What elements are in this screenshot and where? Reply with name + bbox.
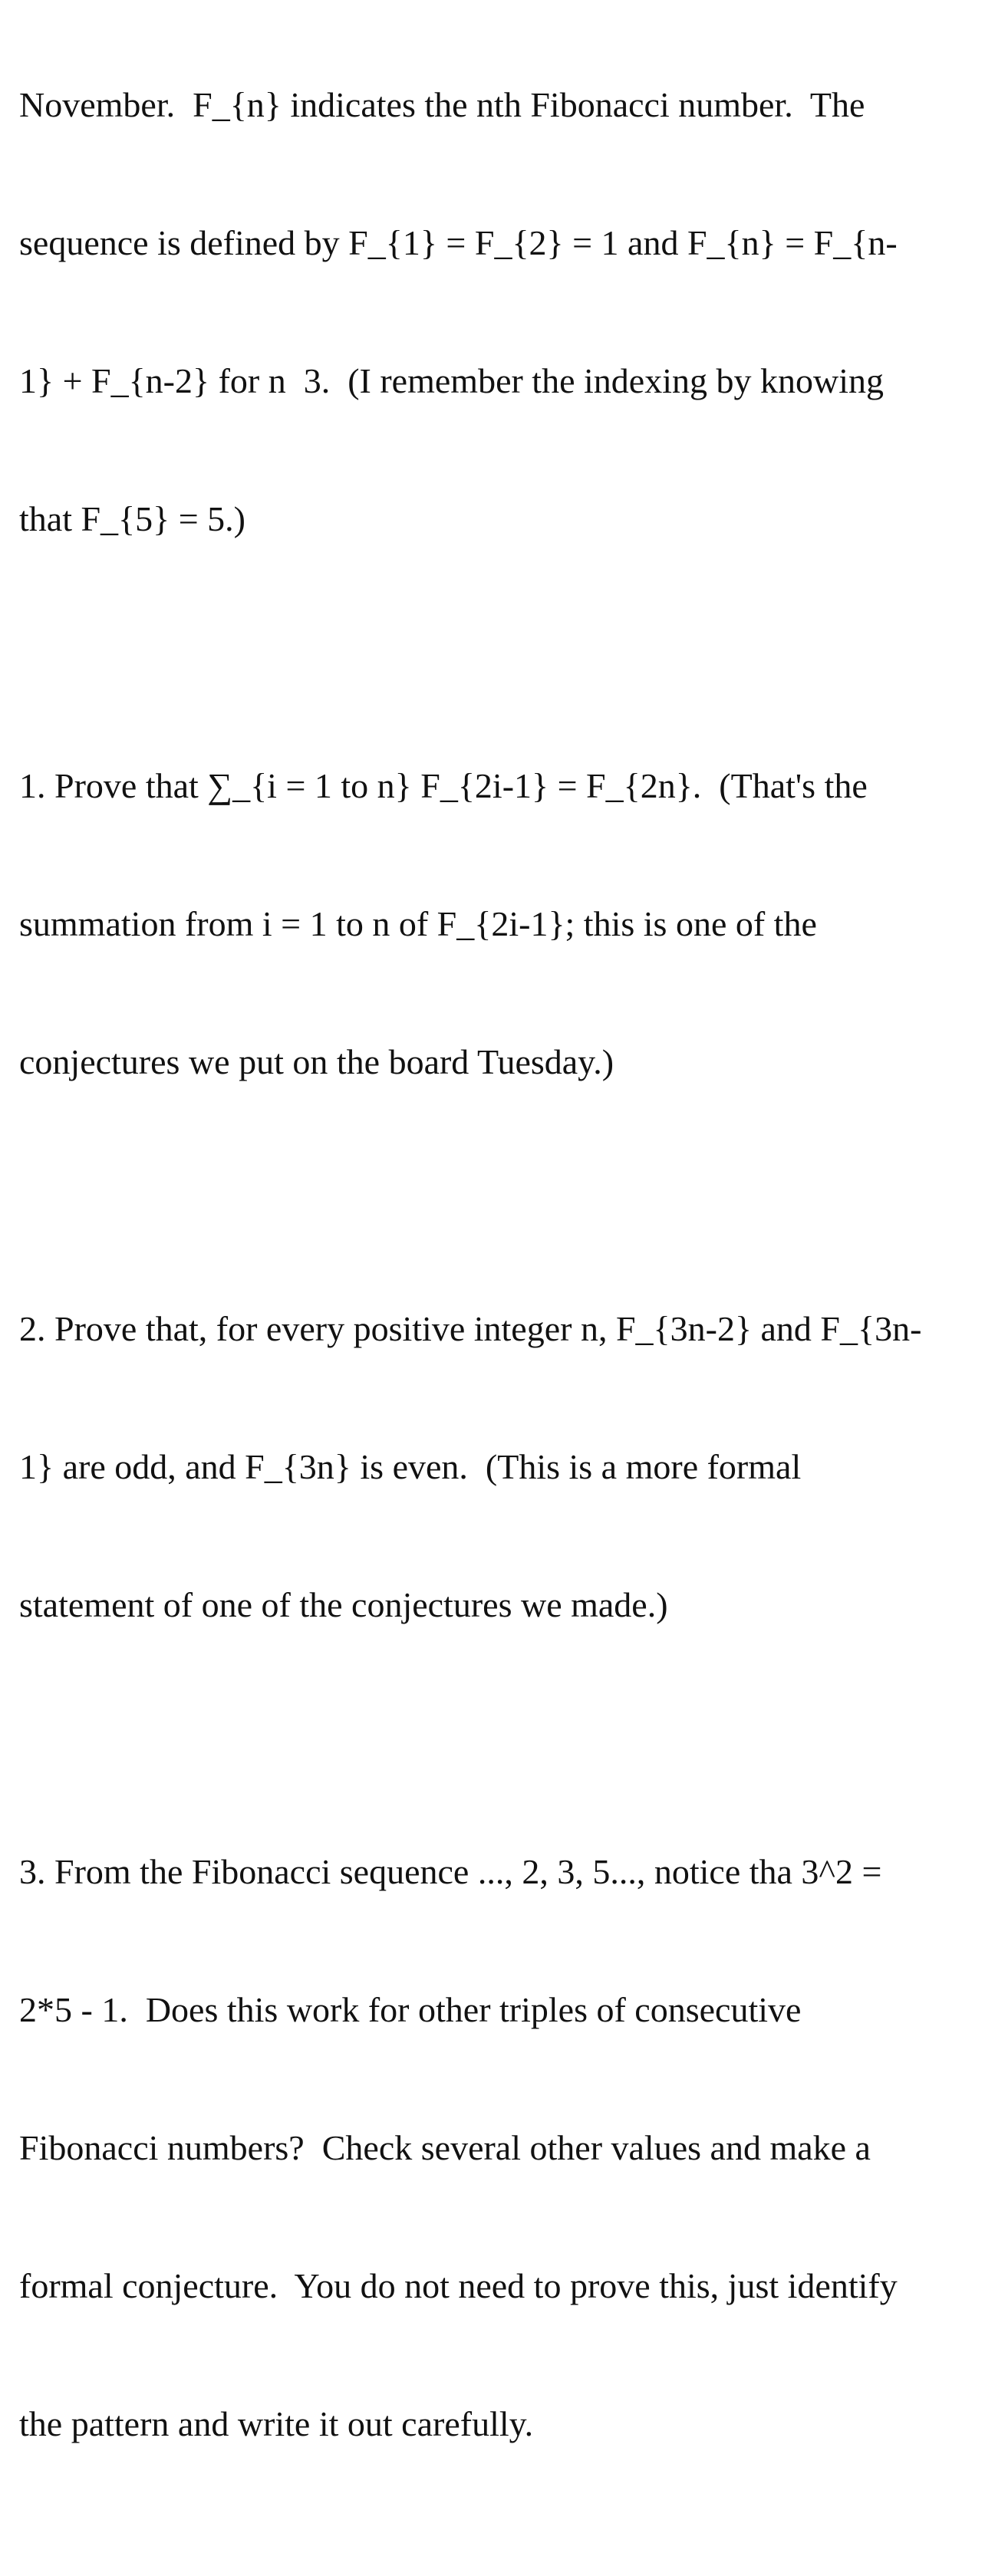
problem-2 [19,1214,978,1720]
text-line: formal conjecture. You do not need to prove this, just identify [19,2266,898,2305]
problem-1 [19,671,978,1177]
text-line: 1. Prove that ∑_{i = 1 to n} F_{2i-1} = F_{2n}. (That's the [19,766,868,805]
text-line: 2*5 - 1. Does this work for other triples of consecutive [19,1990,802,2029]
text-line: statement of one of the conjectures we made.) [19,1585,668,1624]
text-line: 1} + F_{n-2} for n 3. (I remember the indexing by knowing [19,361,884,400]
text-line: 3. From the Fibonacci sequence ..., 2, 3, 5..., notice tha 3^2 = [19,1852,882,1891]
text-line: 1} are odd, and F_{3n} is even. (This is a more formal [19,1447,802,1486]
text-line: summation from i = 1 to n of F_{2i-1}; this is one of the [19,904,817,943]
text-line: 2. Prove that, for every positive integer n, F_{3n-2} and F_{3n- [19,1309,922,1348]
text-line: that F_{5} = 5.) [19,499,245,538]
problem-3 [19,1757,978,2539]
text-line: conjectures we put on the board Tuesday.) [19,1042,614,1081]
text-line: Fibonacci numbers? Check several other values and make a [19,2128,871,2167]
document-body [19,0,978,2576]
intro-paragraph [19,0,978,634]
text-line: the pattern and write it out carefully. [19,2404,534,2443]
text-line: November. F_{n} indicates the nth Fibonacci number. The [19,85,865,124]
text-line: sequence is defined by F_{1} = F_{2} = 1 and F_{n} = F_{n- [19,223,898,262]
